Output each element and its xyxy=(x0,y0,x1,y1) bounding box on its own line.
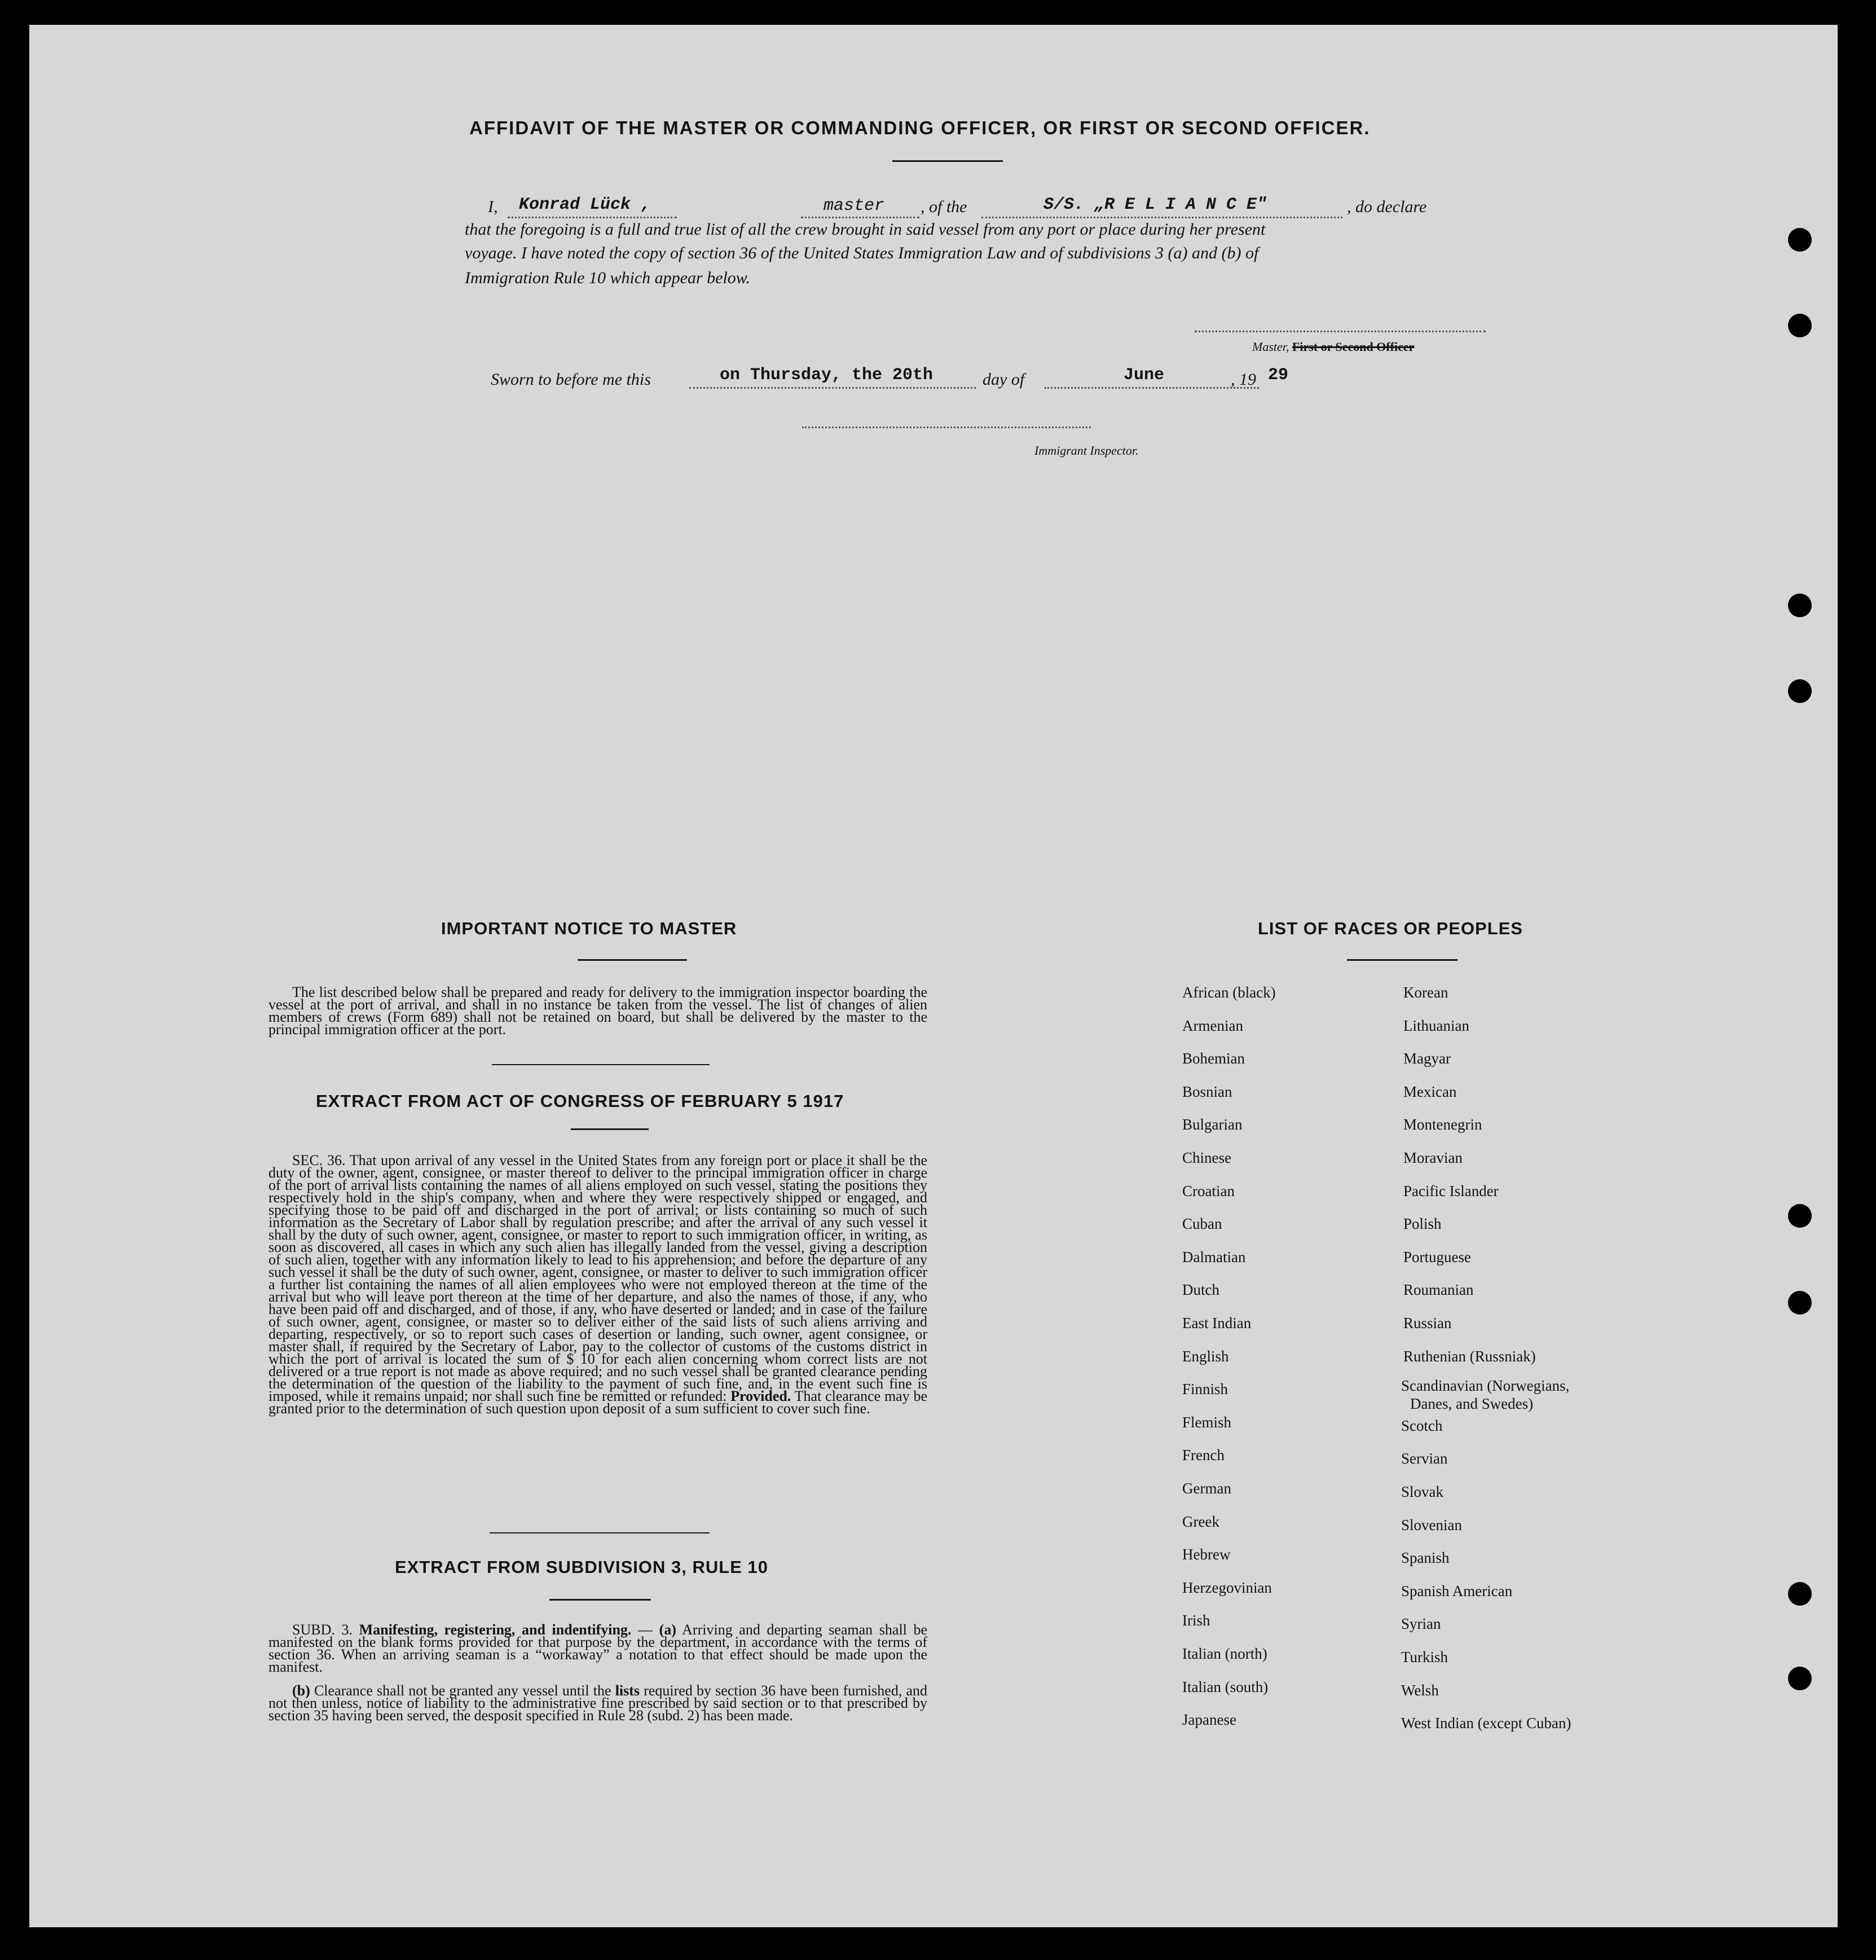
struck-officer-label: First or Second Officer xyxy=(1292,340,1415,354)
do-declare-label: , do declare xyxy=(1347,197,1427,216)
master-signature-label xyxy=(1252,340,1414,354)
vessel-value: S/S. „R E L I A N C E" xyxy=(1043,195,1267,214)
subd-a-body: Arriving and departing seaman shall be manifested on the blank forms provided for that purpose by the department, in accordance with the terms of section 36. When an arriving seaman is a “workaway” a notation to that effect should be made upon the manifest. xyxy=(268,1621,928,1675)
notice-title: IMPORTANT NOTICE TO MASTER xyxy=(441,919,737,938)
race-item: Bosnian xyxy=(1182,1083,1232,1100)
notice-body: The list described below shall be prepared and ready for delivery to the immigration inspector boarding the vessel at the port of arrival, and shall in no instance be taken from the vessel. The list of changes of alien members of crews (Form 689) shall not be retained on board, but shall be delivered by the master to the principal immigration officer at the port. xyxy=(268,984,927,1038)
notice-title-rule xyxy=(578,959,687,961)
year-value: 29 xyxy=(1268,366,1289,385)
act-title-rule xyxy=(571,1128,649,1130)
race-item: Greek xyxy=(1182,1513,1219,1530)
race-item: Turkish xyxy=(1401,1649,1448,1665)
month-line xyxy=(1045,387,1259,389)
affidavit-line4: Immigration Rule 10 which appear below. xyxy=(465,269,751,287)
year-prefix: , 19 xyxy=(1231,370,1256,389)
subd-heading: Manifesting, registering, and indentifying. xyxy=(359,1621,632,1638)
race-item: Scandinavian (Norwegians, xyxy=(1401,1377,1570,1394)
race-item: African (black) xyxy=(1182,984,1276,1001)
races-title-rule xyxy=(1347,959,1457,961)
master-label: Master, xyxy=(1252,340,1289,354)
master-name-value: Konrad Lück , xyxy=(519,195,651,214)
race-item: Moravian xyxy=(1403,1149,1463,1166)
race-item: Hebrew xyxy=(1182,1546,1231,1563)
subd-para-a xyxy=(268,1621,928,1675)
race-item: Japanese xyxy=(1182,1711,1236,1728)
punch-hole xyxy=(1788,1582,1812,1606)
race-item: Herzegovinian xyxy=(1182,1579,1272,1596)
race-item: Finnish xyxy=(1182,1381,1228,1398)
race-item: Dutch xyxy=(1182,1281,1219,1298)
race-item: Slovenian xyxy=(1401,1517,1462,1533)
inspector-signature-line xyxy=(802,427,1091,428)
race-item: Korean xyxy=(1403,984,1448,1001)
punch-hole xyxy=(1788,1291,1812,1315)
race-item: Bohemian xyxy=(1182,1050,1245,1067)
race-item: Spanish xyxy=(1401,1549,1450,1566)
punch-hole xyxy=(1788,228,1812,252)
race-item: Irish xyxy=(1182,1612,1210,1629)
act-rule xyxy=(490,1532,710,1533)
race-item: Montenegrin xyxy=(1403,1116,1482,1133)
race-item: Servian xyxy=(1401,1450,1448,1467)
inspector-label: Immigrant Inspector. xyxy=(1034,443,1139,458)
punch-hole xyxy=(1788,594,1812,617)
sworn-date-line xyxy=(689,387,976,389)
race-item: Croatian xyxy=(1182,1183,1235,1199)
subd-a-label: (a) xyxy=(659,1621,676,1638)
race-item: German xyxy=(1182,1480,1231,1497)
race-item: Ruthenian (Russniak) xyxy=(1403,1348,1536,1365)
race-item: Roumanian xyxy=(1403,1281,1474,1298)
race-item: Polish xyxy=(1403,1215,1442,1232)
punch-hole xyxy=(1788,314,1812,337)
day-of-label: day of xyxy=(983,370,1025,389)
subd-title: EXTRACT FROM SUBDIVISION 3, RULE 10 xyxy=(395,1557,768,1577)
affidavit-title: AFFIDAVIT OF THE MASTER OR COMMANDING OFFICER, OR FIRST OR SECOND OFFICER. xyxy=(469,117,1371,138)
race-item: Cuban xyxy=(1182,1215,1222,1232)
month-value: June xyxy=(1124,366,1165,385)
i-label: I, xyxy=(488,197,498,216)
sworn-date-value: on Thursday, the 20th xyxy=(720,366,933,385)
act-title: EXTRACT FROM ACT OF CONGRESS OF FEBRUARY 5 1917 xyxy=(316,1091,844,1111)
affidavit-line3: voyage. I have noted the copy of section 36 of the United States Immigration Law and of subdivisions 3 (a) and (b) of xyxy=(465,244,1259,262)
vessel-line xyxy=(981,217,1342,218)
race-item: Pacific Islander xyxy=(1403,1183,1499,1199)
subd-b-lists: lists xyxy=(615,1682,640,1699)
race-item: Chinese xyxy=(1182,1149,1231,1166)
affidavit-line2: that the foregoing is a full and true list of all the crew brought in said vessel from any port or place during her present xyxy=(465,220,1266,239)
race-item: Portuguese xyxy=(1403,1249,1471,1265)
punch-hole xyxy=(1788,1204,1812,1228)
race-item: Lithuanian xyxy=(1403,1017,1469,1034)
race-item: Italian (south) xyxy=(1182,1678,1269,1695)
race-item: Magyar xyxy=(1403,1050,1451,1067)
race-item: Dalmatian xyxy=(1182,1249,1246,1265)
affidavit-line1 xyxy=(463,194,1487,222)
subd-b-body2: required by section 36 have been furnished, and not then unless, notice of liability to the administrative fine prescribed by said section or to that prescribed by section 35 having been served, the desposit specified in Rule 28 (subd. 2) has been made. xyxy=(268,1682,928,1724)
notice-rule xyxy=(492,1064,710,1065)
rank-line xyxy=(801,217,919,218)
master-name-line xyxy=(508,217,677,218)
act-body xyxy=(268,1154,927,1415)
race-item: Mexican xyxy=(1403,1083,1457,1100)
master-signature-line xyxy=(1195,331,1486,332)
race-item: Armenian xyxy=(1182,1017,1243,1034)
subd-b-body1: Clearance shall not be granted any vessel until the xyxy=(314,1682,611,1699)
subd-lead: SUBD. 3. xyxy=(292,1621,353,1638)
sworn-label: Sworn to before me this xyxy=(491,370,651,389)
race-item: French xyxy=(1182,1447,1225,1464)
race-item: Flemish xyxy=(1182,1414,1232,1431)
subd-dash: — xyxy=(638,1621,653,1638)
race-item: Italian (north) xyxy=(1182,1645,1267,1662)
race-item: East Indian xyxy=(1182,1315,1252,1331)
act-provided: Provided. xyxy=(730,1388,791,1404)
race-item: Slovak xyxy=(1401,1483,1444,1500)
punch-hole xyxy=(1788,1667,1812,1690)
race-item: Scotch xyxy=(1401,1417,1443,1434)
race-item: Welsh xyxy=(1401,1682,1439,1699)
subd-title-rule xyxy=(549,1599,651,1601)
act-body-end: That clearance may be granted prior to the determination of such question upon deposit of a sum sufficient to cover such fine. xyxy=(268,1388,928,1417)
punch-hole xyxy=(1788,679,1812,703)
race-item: English xyxy=(1182,1348,1229,1365)
rank-value: master xyxy=(823,196,885,216)
race-item: Spanish American xyxy=(1401,1583,1513,1599)
document-page xyxy=(29,25,1838,1927)
race-item: Russian xyxy=(1403,1315,1452,1331)
race-item: Danes, and Swedes) xyxy=(1410,1395,1534,1412)
race-item: Bulgarian xyxy=(1182,1116,1243,1133)
race-item: Syrian xyxy=(1401,1615,1441,1632)
affidavit-title-rule xyxy=(892,160,1003,162)
race-item: West Indian (except Cuban) xyxy=(1401,1715,1571,1732)
races-title: LIST OF RACES OR PEOPLES xyxy=(1258,919,1523,938)
subd-para-b xyxy=(268,1682,928,1724)
of-the-label: , of the xyxy=(921,197,967,216)
subd-b-label: (b) xyxy=(292,1682,310,1699)
act-body-text: SEC. 36. That upon arrival of any vessel in the United States from any foreign port or place it shall be the duty of the owner, agent, consignee, or master thereof to deliver to the principal immigration officer in charge of the port of arrival lists containing the names of all aliens employed on such vessel, stating the positions they respectively hold in the ship's company, when and where they were respectively shipped or engaged, and specifying those to be paid off and discharged in the port of arrival; or lists containing so much of such information as the Secretary of Labor shall by regulation prescribe; and after the arrival of any such vessel it shall by the duty of such owner, agent, consignee, or master to report to such immigration officer, in writing, as soon as discovered, all cases in which any such alien has illegally landed from the vessel, giving a description of such alien, together with any information likely to lead to his apprehension; and before the departure of any such vessel it shall be the duty of such owner, agent, consignee, or master to deliver to such immigration officer a further list containing the names of all alien employees who were not employed thereon at the time of the arrival but who will leave port thereon at the time of her departure, and also the names of those, if any, who have been paid off and discharged, and of those, if any, who have deserted or landed; and in case of the failure of such owner, agent, consignee, or master so to deliver either of the said lists of such aliens arriving and departing, respectively, or so to report such cases of desertion or landing, such owner, agent consignee, or master shall, if required by the Secretary of Labor, pay to the collector of customs of the customs district in which the port of arrival is located the sum of $ 10 for each alien concerning whom correct lists are not delivered or a true report is not made as above required; and no such vessel shall be granted clearance pending the determination of the question of the liability to the payment of such fine, and, in the event such fine is imposed, while it remains unpaid; nor shall such fine be remitted or refunded: xyxy=(268,1152,927,1404)
